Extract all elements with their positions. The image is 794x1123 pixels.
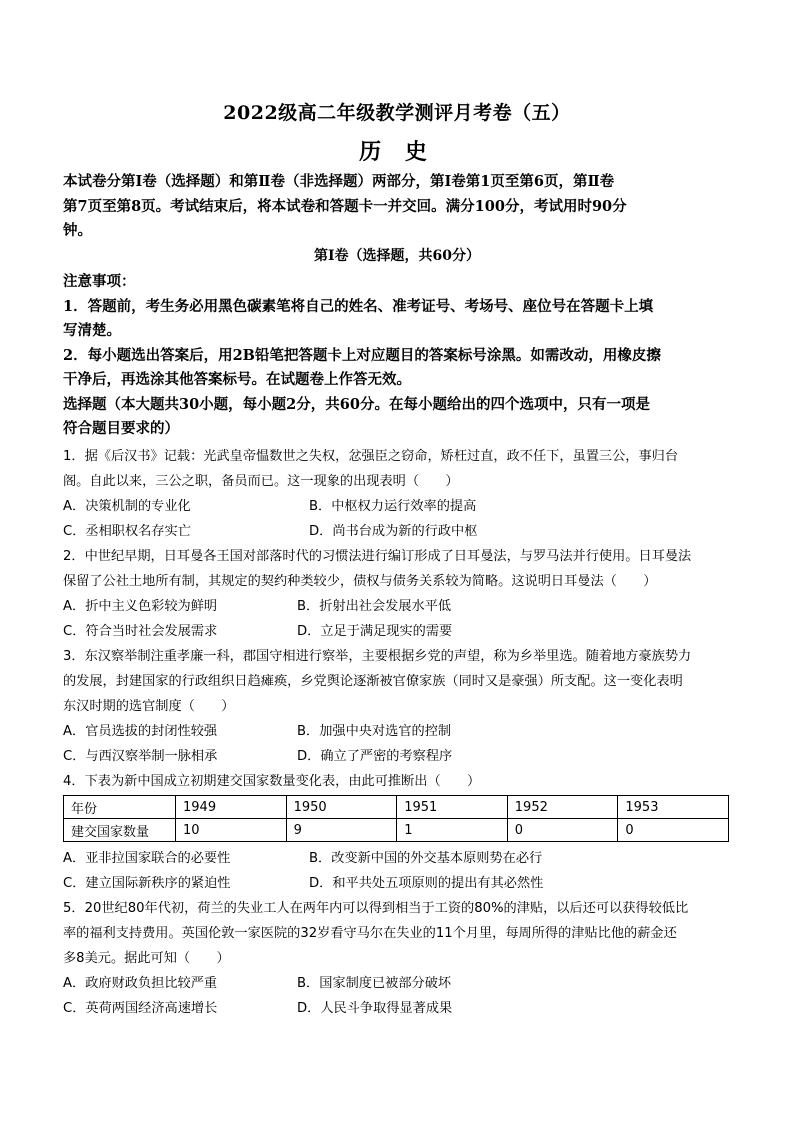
table-cell: 年份 (64, 796, 176, 819)
option-a: A．折中主义色彩较为鲜明 (63, 599, 218, 614)
question-stem: 1．据《后汉书》记载：光武皇帝愠数世之失权，忿强臣之窃命，矫枉过直，政不任下，虽置三公，事归台 (63, 449, 679, 464)
options-grid (63, 846, 731, 896)
option-c: C．与西汉察举制一脉相承 (63, 749, 218, 764)
option-a: A．政府财政负担比较严重 (63, 976, 218, 991)
intro-paragraph (63, 170, 731, 244)
note-line: 干净后，再选涂其他答案标号。在试题卷上作答无效。 (63, 371, 411, 388)
table-cell: 1951 (397, 796, 508, 819)
question-stem: 3．东汉察举制注重孝廉一科，郡国守相进行察举，主要根据乡党的声望，称为乡举里选。随着地方豪族势力 (63, 649, 692, 664)
question-1 (63, 444, 731, 544)
option-d: D．确立了严密的考察程序 (297, 749, 453, 764)
table-row (64, 819, 729, 842)
instructions-line: 选择题（本大题共30小题，每小题2分，共60分。在每小题给出的四个选项中，只有一项是 (63, 395, 650, 413)
subject-title: 历 史 (359, 139, 435, 165)
note-line: 2．每小题选出答案后，用2B铅笔把答题卡上对应题目的答案标号涂黑。如需改动，用橡皮擦 (63, 346, 661, 364)
option-d: D．尚书台成为新的行政中枢 (309, 524, 478, 539)
diplomacy-table (63, 795, 729, 842)
table-cell: 1952 (507, 796, 618, 819)
table-row (64, 796, 729, 819)
question-2 (63, 544, 731, 644)
notes-title: 注意事项： (63, 273, 136, 290)
question-stem: 保留了公社土地所有制，其规定的契约种类较少，债权与债务关系较为简略。这说明日耳曼法（ ） (63, 574, 657, 589)
intro-line: 钟。 (63, 222, 92, 239)
option-b: B．国家制度已被部分破坏 (297, 976, 452, 991)
question-5 (63, 896, 731, 1021)
intro-line: 本试卷分第Ⅰ卷（选择题）和第Ⅱ卷（非选择题）两部分，第Ⅰ卷第1页至第6页，第Ⅱ卷 (63, 173, 615, 190)
note-line: 写清楚。 (63, 322, 121, 339)
options-grid (63, 719, 731, 769)
notes-section (63, 270, 731, 442)
note-line: 1．答题前，考生务必用黑色碳素笔将自己的姓名、准考证号、考场号、座位号在答题卡上填 (63, 297, 654, 315)
table-cell: 0 (618, 819, 729, 842)
intro-line: 第7页至第8页。考试结束后，将本试卷和答题卡一并交回。满分100分，考试用时90分 (63, 197, 627, 215)
instructions-line: 符合题目要求的） (63, 420, 179, 437)
table-cell: 1953 (618, 796, 729, 819)
table-cell: 0 (507, 819, 618, 842)
table-cell: 建交国家数量 (64, 819, 176, 842)
question-stem: 2．中世纪早期，日耳曼各王国对部落时代的习惯法进行编订形成了日耳曼法，与罗马法并行使用。日耳曼法 (63, 549, 692, 564)
option-a: A．亚非拉国家联合的必要性 (63, 851, 231, 866)
option-b: B．折射出社会发展水平低 (297, 599, 452, 614)
table-cell: 10 (176, 819, 287, 842)
table-cell: 1949 (176, 796, 287, 819)
option-c: C．英荷两国经济高速增长 (63, 1001, 218, 1016)
options-grid (63, 971, 731, 1021)
question-stem: 多8美元。据此可知（ ） (63, 951, 230, 966)
option-c: C．建立国际新秩序的紧迫性 (63, 876, 231, 891)
question-stem: 的发展，封建国家的行政组织日趋瘫痪，乡党舆论逐渐被官僚家族（同时又是豪强）所支配。这一变化表明 (63, 674, 683, 689)
options-grid (63, 494, 731, 544)
option-c: C．符合当时社会发展需求 (63, 624, 218, 639)
question-stem: 率的福利支持费用。英国伦敦一家医院的32岁看守马尔在失业的11个月里，每周所得的津贴比他的薪金还 (63, 926, 677, 941)
question-stem: 阁。自此以来，三公之职，备员而已。这一现象的出现表明（ ） (63, 474, 459, 489)
option-a: A．决策机制的专业化 (63, 499, 191, 514)
options-grid (63, 594, 731, 644)
question-4-options (63, 846, 731, 896)
option-d: D．和平共处五项原则的提出有其必然性 (309, 876, 544, 891)
option-b: B．改变新中国的外交基本原则势在必行 (309, 851, 543, 866)
question-stem: 东汉时期的选官制度（ ） (63, 699, 235, 714)
question-stem: 5．20世纪80年代初，荷兰的失业工人在两年内可以得到相当于工资的80%的津贴，以后还可以获得较低比 (63, 901, 689, 916)
exam-title: 2022级高二年级教学测评月考卷（五） (223, 102, 571, 124)
table-cell: 9 (286, 819, 397, 842)
option-b: B．加强中央对选官的控制 (297, 724, 452, 739)
table-cell: 1 (397, 819, 508, 842)
table-cell: 1950 (286, 796, 397, 819)
section-title: 第Ⅰ卷（选择题，共60分） (313, 248, 481, 264)
question-3 (63, 644, 731, 769)
option-b: B．中枢权力运行效率的提高 (309, 499, 477, 514)
question-4-stem: 4．下表为新中国成立初期建交国家数量变化表，由此可推断出（ ） (63, 774, 481, 789)
option-c: C．丞相职权名存实亡 (63, 524, 191, 539)
option-d: D．立足于满足现实的需要 (297, 624, 453, 639)
option-a: A．官员选拔的封闭性较强 (63, 724, 218, 739)
option-d: D．人民斗争取得显著成果 (297, 1001, 453, 1016)
